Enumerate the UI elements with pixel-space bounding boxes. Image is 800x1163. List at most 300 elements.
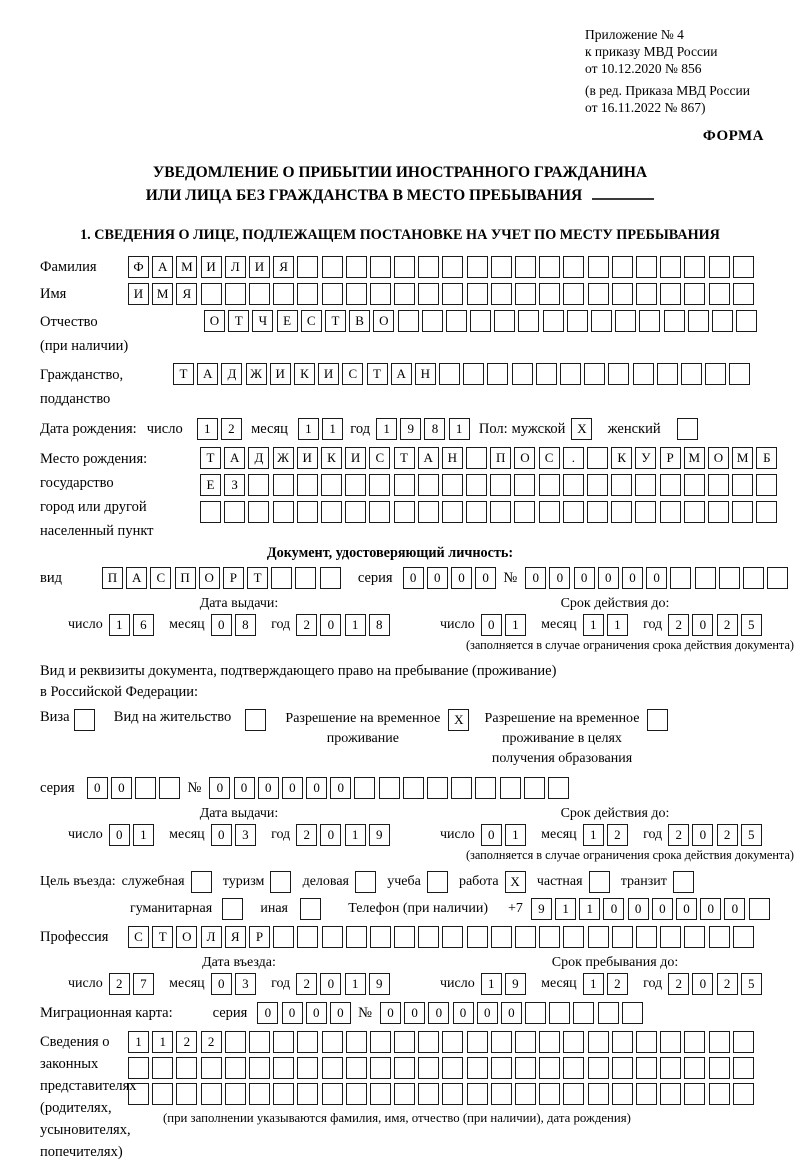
form-cell[interactable]: 0 xyxy=(211,824,232,846)
form-cell[interactable]: 0 xyxy=(330,1002,351,1024)
sex-female-checkbox[interactable] xyxy=(677,418,701,440)
form-cell[interactable] xyxy=(475,777,496,799)
form-cell[interactable]: 0 xyxy=(282,1002,303,1024)
form-cell[interactable] xyxy=(549,1002,570,1024)
form-cell[interactable] xyxy=(427,777,448,799)
form-cell[interactable]: Я xyxy=(225,926,246,948)
purpose-work-checkbox[interactable] xyxy=(505,871,529,893)
form-cell[interactable] xyxy=(518,310,539,332)
form-cell[interactable] xyxy=(588,1083,609,1105)
form-cell[interactable]: М xyxy=(152,283,173,305)
form-cell[interactable]: О xyxy=(204,310,225,332)
doc-series-input[interactable] xyxy=(403,567,500,589)
form-cell[interactable]: 9 xyxy=(369,973,390,995)
form-cell[interactable]: 0 xyxy=(211,614,232,636)
form-cell[interactable]: С xyxy=(369,447,390,469)
form-cell[interactable]: 2 xyxy=(717,614,738,636)
surname-input[interactable] xyxy=(128,256,757,278)
birth-place-row1-input[interactable] xyxy=(200,447,781,469)
form-cell[interactable]: И xyxy=(128,283,149,305)
form-cell[interactable] xyxy=(709,1031,730,1053)
form-cell[interactable] xyxy=(587,447,608,469)
form-cell[interactable] xyxy=(463,363,484,385)
form-cell[interactable]: О xyxy=(514,447,535,469)
form-cell[interactable]: 0 xyxy=(481,614,502,636)
form-cell[interactable] xyxy=(394,256,415,278)
form-cell[interactable]: 1 xyxy=(376,418,397,440)
form-cell[interactable] xyxy=(598,1002,619,1024)
form-cell[interactable] xyxy=(636,1031,657,1053)
form-cell[interactable] xyxy=(647,709,668,731)
form-cell[interactable] xyxy=(622,1002,643,1024)
form-cell[interactable] xyxy=(322,1057,343,1079)
temp-residence-checkbox[interactable] xyxy=(448,709,472,731)
form-cell[interactable]: Я xyxy=(273,256,294,278)
form-cell[interactable]: 1 xyxy=(322,418,343,440)
form-cell[interactable]: 0 xyxy=(692,824,713,846)
form-cell[interactable] xyxy=(660,501,681,523)
form-cell[interactable] xyxy=(684,926,705,948)
form-cell[interactable]: 7 xyxy=(133,973,154,995)
expiry-month-input[interactable] xyxy=(583,614,631,636)
form-cell[interactable] xyxy=(539,501,560,523)
form-cell[interactable]: 0 xyxy=(306,777,327,799)
stay-expiry-day-input[interactable] xyxy=(481,824,529,846)
form-cell[interactable]: 1 xyxy=(345,973,366,995)
form-cell[interactable] xyxy=(587,501,608,523)
form-cell[interactable]: 0 xyxy=(428,1002,449,1024)
form-cell[interactable] xyxy=(273,474,294,496)
form-cell[interactable]: 2 xyxy=(717,824,738,846)
form-cell[interactable]: В xyxy=(349,310,370,332)
form-cell[interactable] xyxy=(633,363,654,385)
form-cell[interactable] xyxy=(539,1057,560,1079)
form-cell[interactable] xyxy=(660,283,681,305)
form-cell[interactable] xyxy=(719,567,740,589)
form-cell[interactable]: 2 xyxy=(717,973,738,995)
form-cell[interactable] xyxy=(159,777,180,799)
form-cell[interactable]: 9 xyxy=(505,973,526,995)
form-cell[interactable] xyxy=(660,1057,681,1079)
form-cell[interactable] xyxy=(612,283,633,305)
form-cell[interactable] xyxy=(560,363,581,385)
stay-series-input[interactable] xyxy=(87,777,184,799)
form-cell[interactable] xyxy=(756,501,777,523)
form-cell[interactable] xyxy=(466,447,487,469)
form-cell[interactable] xyxy=(394,926,415,948)
form-cell[interactable] xyxy=(756,474,777,496)
form-cell[interactable] xyxy=(708,474,729,496)
stay-expiry-year-input[interactable] xyxy=(668,824,765,846)
birth-day-input[interactable] xyxy=(197,418,245,440)
form-cell[interactable] xyxy=(563,474,584,496)
form-cell[interactable]: Д xyxy=(221,363,242,385)
purpose-private-checkbox[interactable] xyxy=(589,871,613,893)
form-cell[interactable]: X xyxy=(448,709,469,731)
form-cell[interactable] xyxy=(767,567,788,589)
form-cell[interactable] xyxy=(487,363,508,385)
birth-place-row2-input[interactable] xyxy=(200,474,781,496)
form-cell[interactable] xyxy=(248,474,269,496)
form-cell[interactable] xyxy=(176,1057,197,1079)
form-cell[interactable]: 2 xyxy=(607,824,628,846)
form-cell[interactable] xyxy=(589,871,610,893)
form-cell[interactable] xyxy=(514,501,535,523)
form-cell[interactable]: 0 xyxy=(692,614,713,636)
form-cell[interactable]: X xyxy=(505,871,526,893)
form-cell[interactable]: 0 xyxy=(320,973,341,995)
form-cell[interactable] xyxy=(200,501,221,523)
form-cell[interactable]: 1 xyxy=(583,824,604,846)
form-cell[interactable] xyxy=(611,501,632,523)
form-cell[interactable] xyxy=(563,926,584,948)
form-cell[interactable]: 0 xyxy=(549,567,570,589)
form-cell[interactable] xyxy=(398,310,419,332)
form-cell[interactable] xyxy=(709,1083,730,1105)
form-cell[interactable] xyxy=(612,926,633,948)
migration-number-input[interactable] xyxy=(380,1002,646,1024)
form-cell[interactable]: 2 xyxy=(176,1031,197,1053)
form-cell[interactable] xyxy=(660,474,681,496)
form-cell[interactable] xyxy=(394,1031,415,1053)
form-cell[interactable] xyxy=(660,256,681,278)
form-cell[interactable] xyxy=(295,567,316,589)
form-cell[interactable]: 0 xyxy=(724,898,745,920)
form-cell[interactable]: 0 xyxy=(211,973,232,995)
form-cell[interactable] xyxy=(636,1083,657,1105)
form-cell[interactable] xyxy=(439,363,460,385)
form-cell[interactable] xyxy=(370,1083,391,1105)
form-cell[interactable] xyxy=(514,474,535,496)
form-cell[interactable] xyxy=(588,1057,609,1079)
form-cell[interactable] xyxy=(346,283,367,305)
form-cell[interactable] xyxy=(418,1057,439,1079)
form-cell[interactable]: М xyxy=(732,447,753,469)
form-cell[interactable]: 0 xyxy=(109,824,130,846)
form-cell[interactable] xyxy=(201,1057,222,1079)
stay-until-day-input[interactable] xyxy=(481,973,529,995)
form-cell[interactable]: Е xyxy=(277,310,298,332)
form-cell[interactable]: 1 xyxy=(197,418,218,440)
form-cell[interactable] xyxy=(225,1083,246,1105)
form-cell[interactable] xyxy=(346,1083,367,1105)
form-cell[interactable] xyxy=(524,777,545,799)
form-cell[interactable]: 0 xyxy=(622,567,643,589)
form-cell[interactable] xyxy=(345,474,366,496)
form-cell[interactable] xyxy=(451,777,472,799)
form-cell[interactable] xyxy=(490,474,511,496)
form-cell[interactable] xyxy=(639,310,660,332)
form-cell[interactable] xyxy=(128,1057,149,1079)
form-cell[interactable] xyxy=(152,1083,173,1105)
form-cell[interactable]: 2 xyxy=(607,973,628,995)
form-cell[interactable] xyxy=(684,283,705,305)
form-cell[interactable]: 2 xyxy=(296,824,317,846)
form-cell[interactable]: С xyxy=(150,567,171,589)
form-cell[interactable]: X xyxy=(571,418,592,440)
form-cell[interactable] xyxy=(297,256,318,278)
form-cell[interactable] xyxy=(297,1083,318,1105)
form-cell[interactable] xyxy=(442,256,463,278)
form-cell[interactable] xyxy=(322,1083,343,1105)
visa-checkbox[interactable] xyxy=(74,709,98,731)
form-cell[interactable] xyxy=(712,310,733,332)
form-cell[interactable] xyxy=(709,283,730,305)
form-cell[interactable] xyxy=(588,283,609,305)
form-cell[interactable] xyxy=(467,283,488,305)
form-cell[interactable] xyxy=(346,256,367,278)
form-cell[interactable]: П xyxy=(175,567,196,589)
form-cell[interactable]: И xyxy=(201,256,222,278)
form-cell[interactable] xyxy=(470,310,491,332)
phone-input[interactable] xyxy=(531,898,773,920)
sex-male-checkbox[interactable] xyxy=(571,418,595,440)
form-cell[interactable] xyxy=(705,363,726,385)
form-cell[interactable] xyxy=(491,926,512,948)
stay-issue-month-input[interactable] xyxy=(211,824,259,846)
form-cell[interactable] xyxy=(573,1002,594,1024)
form-cell[interactable]: 0 xyxy=(501,1002,522,1024)
form-cell[interactable]: Т xyxy=(394,447,415,469)
form-cell[interactable] xyxy=(152,1057,173,1079)
form-cell[interactable]: М xyxy=(684,447,705,469)
form-cell[interactable] xyxy=(657,363,678,385)
form-cell[interactable]: 0 xyxy=(676,898,697,920)
stay-issue-year-input[interactable] xyxy=(296,824,393,846)
form-cell[interactable] xyxy=(612,1083,633,1105)
form-cell[interactable] xyxy=(708,501,729,523)
form-cell[interactable] xyxy=(673,871,694,893)
form-cell[interactable] xyxy=(539,1031,560,1053)
form-cell[interactable] xyxy=(636,926,657,948)
expiry-day-input[interactable] xyxy=(481,614,529,636)
form-cell[interactable]: 3 xyxy=(235,973,256,995)
form-cell[interactable]: К xyxy=(294,363,315,385)
form-cell[interactable]: 1 xyxy=(607,614,628,636)
form-cell[interactable] xyxy=(563,1083,584,1105)
form-cell[interactable] xyxy=(525,1002,546,1024)
form-cell[interactable] xyxy=(563,1031,584,1053)
form-cell[interactable] xyxy=(345,501,366,523)
form-cell[interactable] xyxy=(321,501,342,523)
birth-month-input[interactable] xyxy=(298,418,346,440)
form-cell[interactable]: Я xyxy=(176,283,197,305)
form-cell[interactable]: 9 xyxy=(369,824,390,846)
form-cell[interactable] xyxy=(346,1057,367,1079)
stay-until-year-input[interactable] xyxy=(668,973,765,995)
form-cell[interactable]: 5 xyxy=(741,614,762,636)
form-cell[interactable]: 0 xyxy=(525,567,546,589)
form-cell[interactable] xyxy=(369,474,390,496)
form-cell[interactable] xyxy=(176,1083,197,1105)
form-cell[interactable]: Т xyxy=(200,447,221,469)
form-cell[interactable]: 0 xyxy=(481,824,502,846)
form-cell[interactable] xyxy=(442,283,463,305)
form-cell[interactable] xyxy=(225,283,246,305)
form-cell[interactable] xyxy=(635,501,656,523)
form-cell[interactable]: 0 xyxy=(427,567,448,589)
temp-residence-edu-checkbox[interactable] xyxy=(647,709,671,731)
form-cell[interactable] xyxy=(270,871,291,893)
form-cell[interactable]: 1 xyxy=(345,614,366,636)
form-cell[interactable]: 0 xyxy=(209,777,230,799)
form-cell[interactable] xyxy=(515,256,536,278)
form-cell[interactable] xyxy=(442,926,463,948)
form-cell[interactable]: Б xyxy=(756,447,777,469)
form-cell[interactable] xyxy=(442,1083,463,1105)
form-cell[interactable] xyxy=(709,1057,730,1079)
form-cell[interactable] xyxy=(369,501,390,523)
stay-until-month-input[interactable] xyxy=(583,973,631,995)
form-cell[interactable] xyxy=(418,1083,439,1105)
form-cell[interactable]: 1 xyxy=(555,898,576,920)
form-cell[interactable] xyxy=(427,871,448,893)
form-cell[interactable] xyxy=(732,474,753,496)
form-cell[interactable] xyxy=(422,310,443,332)
form-cell[interactable] xyxy=(201,283,222,305)
form-cell[interactable]: Р xyxy=(249,926,270,948)
birth-place-row3-input[interactable] xyxy=(200,501,781,523)
form-cell[interactable] xyxy=(670,567,691,589)
form-cell[interactable]: И xyxy=(297,447,318,469)
form-cell[interactable] xyxy=(563,256,584,278)
form-cell[interactable]: 1 xyxy=(109,614,130,636)
form-cell[interactable]: А xyxy=(418,447,439,469)
form-cell[interactable]: 1 xyxy=(481,973,502,995)
form-cell[interactable]: И xyxy=(318,363,339,385)
form-cell[interactable]: И xyxy=(270,363,291,385)
form-cell[interactable] xyxy=(515,1057,536,1079)
form-cell[interactable] xyxy=(322,283,343,305)
form-cell[interactable] xyxy=(346,926,367,948)
issue-day-input[interactable] xyxy=(109,614,157,636)
given-name-input[interactable] xyxy=(128,283,757,305)
birth-year-input[interactable] xyxy=(376,418,473,440)
form-cell[interactable]: С xyxy=(128,926,149,948)
form-cell[interactable] xyxy=(273,1083,294,1105)
doc-number-input[interactable] xyxy=(525,567,791,589)
form-cell[interactable]: 3 xyxy=(235,824,256,846)
form-cell[interactable] xyxy=(611,474,632,496)
form-cell[interactable]: П xyxy=(102,567,123,589)
form-cell[interactable]: Т xyxy=(173,363,194,385)
form-cell[interactable] xyxy=(467,1057,488,1079)
purpose-business-checkbox[interactable] xyxy=(355,871,379,893)
form-cell[interactable]: Е xyxy=(200,474,221,496)
form-cell[interactable] xyxy=(370,1031,391,1053)
form-cell[interactable] xyxy=(467,926,488,948)
form-cell[interactable]: У xyxy=(635,447,656,469)
form-cell[interactable] xyxy=(733,1057,754,1079)
form-cell[interactable]: 1 xyxy=(505,614,526,636)
form-cell[interactable] xyxy=(636,256,657,278)
expiry-year-input[interactable] xyxy=(668,614,765,636)
form-cell[interactable]: 1 xyxy=(152,1031,173,1053)
form-cell[interactable] xyxy=(442,1031,463,1053)
form-cell[interactable]: А xyxy=(152,256,173,278)
form-cell[interactable] xyxy=(394,283,415,305)
purpose-other-checkbox[interactable] xyxy=(300,898,324,920)
form-cell[interactable] xyxy=(695,567,716,589)
form-cell[interactable] xyxy=(563,501,584,523)
form-cell[interactable]: 9 xyxy=(531,898,552,920)
form-cell[interactable]: 1 xyxy=(449,418,470,440)
form-cell[interactable]: Т xyxy=(247,567,268,589)
form-cell[interactable]: 0 xyxy=(652,898,673,920)
form-cell[interactable]: 6 xyxy=(133,614,154,636)
form-cell[interactable] xyxy=(128,1083,149,1105)
form-cell[interactable]: 1 xyxy=(579,898,600,920)
form-cell[interactable] xyxy=(442,501,463,523)
form-cell[interactable]: С xyxy=(539,447,560,469)
form-cell[interactable]: 1 xyxy=(298,418,319,440)
residence-permit-checkbox[interactable] xyxy=(245,709,269,731)
form-cell[interactable]: Т xyxy=(325,310,346,332)
form-cell[interactable] xyxy=(418,926,439,948)
form-cell[interactable]: 0 xyxy=(306,1002,327,1024)
form-cell[interactable] xyxy=(394,474,415,496)
form-cell[interactable]: 1 xyxy=(583,614,604,636)
form-cell[interactable] xyxy=(297,1057,318,1079)
purpose-study-checkbox[interactable] xyxy=(427,871,451,893)
form-cell[interactable] xyxy=(370,1057,391,1079)
form-cell[interactable]: К xyxy=(321,447,342,469)
form-cell[interactable]: Ф xyxy=(128,256,149,278)
stay-issue-day-input[interactable] xyxy=(109,824,157,846)
form-cell[interactable]: 0 xyxy=(403,567,424,589)
form-cell[interactable]: А xyxy=(391,363,412,385)
form-cell[interactable] xyxy=(681,363,702,385)
form-cell[interactable] xyxy=(612,1031,633,1053)
form-cell[interactable] xyxy=(442,474,463,496)
form-cell[interactable]: С xyxy=(342,363,363,385)
form-cell[interactable] xyxy=(297,474,318,496)
form-cell[interactable]: 0 xyxy=(451,567,472,589)
form-cell[interactable] xyxy=(536,363,557,385)
purpose-humanitarian-checkbox[interactable] xyxy=(222,898,246,920)
form-cell[interactable]: Л xyxy=(225,256,246,278)
form-cell[interactable]: А xyxy=(126,567,147,589)
form-cell[interactable] xyxy=(394,1057,415,1079)
form-cell[interactable] xyxy=(591,310,612,332)
entry-year-input[interactable] xyxy=(296,973,393,995)
form-cell[interactable] xyxy=(466,501,487,523)
form-cell[interactable]: О xyxy=(176,926,197,948)
form-cell[interactable] xyxy=(584,363,605,385)
form-cell[interactable]: 0 xyxy=(87,777,108,799)
form-cell[interactable] xyxy=(677,418,698,440)
citizenship-input[interactable] xyxy=(173,363,754,385)
form-cell[interactable]: 8 xyxy=(369,614,390,636)
form-cell[interactable]: А xyxy=(197,363,218,385)
form-cell[interactable] xyxy=(418,501,439,523)
form-cell[interactable] xyxy=(249,1031,270,1053)
form-cell[interactable] xyxy=(297,283,318,305)
form-cell[interactable] xyxy=(749,898,770,920)
form-cell[interactable] xyxy=(688,310,709,332)
form-cell[interactable]: 0 xyxy=(234,777,255,799)
form-cell[interactable] xyxy=(418,283,439,305)
form-cell[interactable] xyxy=(733,926,754,948)
purpose-official-checkbox[interactable] xyxy=(191,871,215,893)
form-cell[interactable] xyxy=(491,1057,512,1079)
form-cell[interactable] xyxy=(273,501,294,523)
form-cell[interactable]: Л xyxy=(201,926,222,948)
form-cell[interactable] xyxy=(543,310,564,332)
purpose-transit-checkbox[interactable] xyxy=(673,871,697,893)
form-cell[interactable]: 2 xyxy=(201,1031,222,1053)
form-cell[interactable] xyxy=(587,474,608,496)
